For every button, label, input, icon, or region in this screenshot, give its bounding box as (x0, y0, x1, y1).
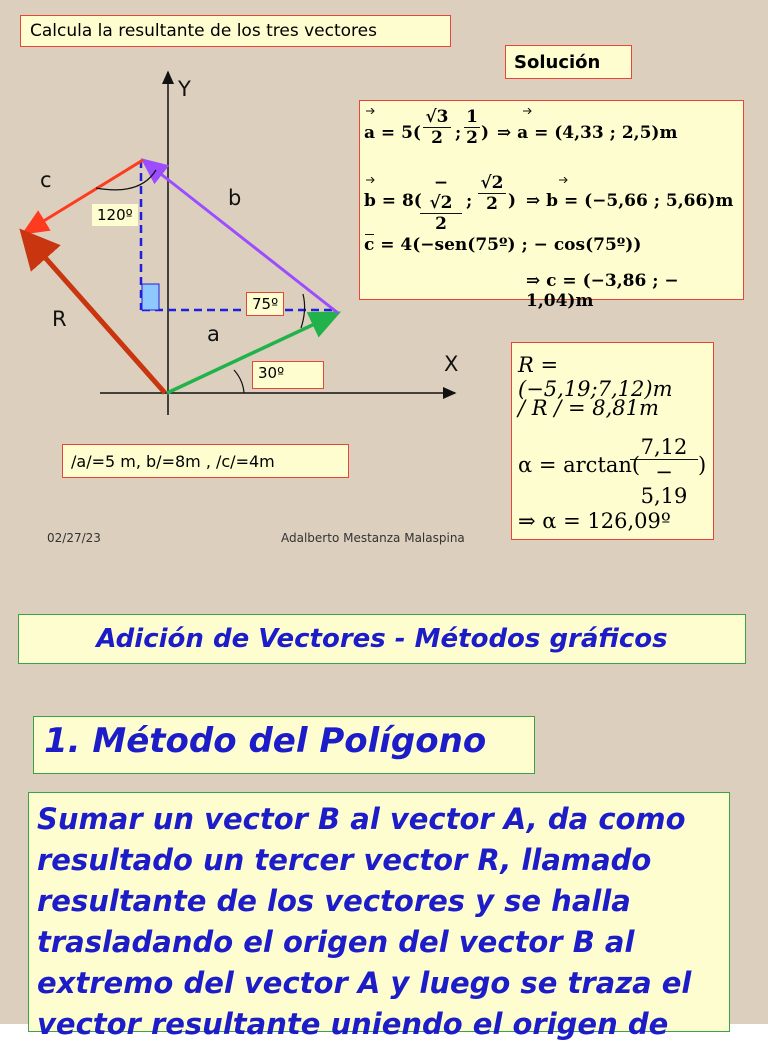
eq-b-close: ) (508, 191, 517, 211)
eq-a-num2: 1 (464, 107, 480, 128)
footer-author: Adalberto Mestanza Malaspina (281, 531, 465, 545)
result-R-magnitude: / R / = 8,81m (518, 396, 659, 420)
eq-a-den1: 2 (431, 128, 443, 148)
eq-b-den2: 2 (486, 194, 498, 214)
vector-arrow-a-result (523, 108, 533, 114)
result-R-components: R = (−5,19;7,12)m (518, 353, 673, 401)
eq-c-result: ⇒ c = (−3,86 ; − 1,04)m (526, 271, 679, 311)
eq-b-frac1 (420, 173, 462, 234)
eq-a-result: ⇒ a = (4,33 ; 2,5)m (497, 123, 678, 143)
paragraph-line: vector resultante uniendo el origen de (37, 1007, 669, 1041)
vector-c-label: c (40, 168, 52, 192)
angle-120-label: 120º (92, 204, 138, 226)
x-axis-label: X (444, 352, 459, 376)
vector-R-label: R (52, 307, 67, 331)
result-alpha-den: − 5,19 (640, 460, 688, 508)
vector-arrow-b (366, 177, 376, 183)
solution-label: Solución (505, 45, 632, 79)
paragraph-line: Sumar un vector B al vector A, da como (37, 802, 686, 836)
vector-arrow-b-result (559, 177, 569, 183)
eq-a-sep: ; (455, 123, 462, 143)
eq-b-result: ⇒ b = (−5,66 ; 5,66)m (526, 191, 734, 211)
eq-a-den2: 2 (466, 128, 478, 148)
slide-heading: Adición de Vectores - Métodos gráficos (18, 614, 746, 664)
right-angle-marker (142, 284, 159, 310)
vector-b-label: b (228, 186, 242, 210)
eq-c: c = 4(−sen(75º) ; − cos(75º)) (364, 235, 642, 255)
component-equations (359, 100, 744, 311)
eq-b-sep: ; (466, 191, 473, 211)
result-alpha-fraction (630, 435, 698, 508)
section-heading: 1. Método del Polígono (33, 716, 535, 774)
paragraph-line: resultado un tercer vector R, llamado (37, 843, 652, 877)
method-paragraph (28, 792, 730, 1041)
paragraph-line: extremo del vector A y luego se traza el (37, 966, 692, 1000)
angle-arc-30 (234, 370, 244, 393)
problem-title: Calcula la resultante de los tres vectores (20, 15, 451, 47)
vector-R (26, 236, 165, 393)
result-box (511, 342, 714, 540)
eq-b-den1: 2 (435, 214, 447, 234)
result-alpha-value: ⇒ α = 126,09º (518, 509, 671, 533)
angle-30-label: 30º (252, 361, 324, 389)
eq-a-close: ) (481, 123, 490, 143)
slide-graphic-methods (0, 590, 768, 1041)
eq-a-frac1 (423, 107, 451, 148)
eq-b-num2: √2 (478, 173, 506, 194)
vector-arrow-a (366, 108, 376, 114)
result-alpha-num: 7,12 (630, 435, 698, 460)
eq-a-start: a = 5( (364, 123, 421, 143)
y-axis-label: Y (178, 77, 191, 101)
paragraph-line: resultante de los vectores y se halla (37, 884, 631, 918)
eq-a-num1: √3 (423, 107, 451, 128)
eq-b-frac2 (478, 173, 506, 214)
vector-b (143, 160, 338, 313)
eq-b-num1: − √2 (420, 173, 462, 214)
angle-75-label: 75º (246, 292, 284, 316)
paragraph-line: trasladando el origen del vector B al (37, 925, 635, 959)
eq-a-frac2 (464, 107, 480, 148)
result-alpha-close: ) (698, 453, 707, 477)
angle-arc-120 (96, 170, 156, 190)
footer-date: 02/27/23 (47, 531, 101, 545)
eq-b-start: b = 8( (364, 191, 422, 211)
result-alpha-formula: α = arctan( (518, 453, 641, 477)
magnitudes-box: /a/=5 m, b/=8m , /c/=4m (62, 444, 349, 478)
vector-a-label: a (207, 322, 220, 346)
